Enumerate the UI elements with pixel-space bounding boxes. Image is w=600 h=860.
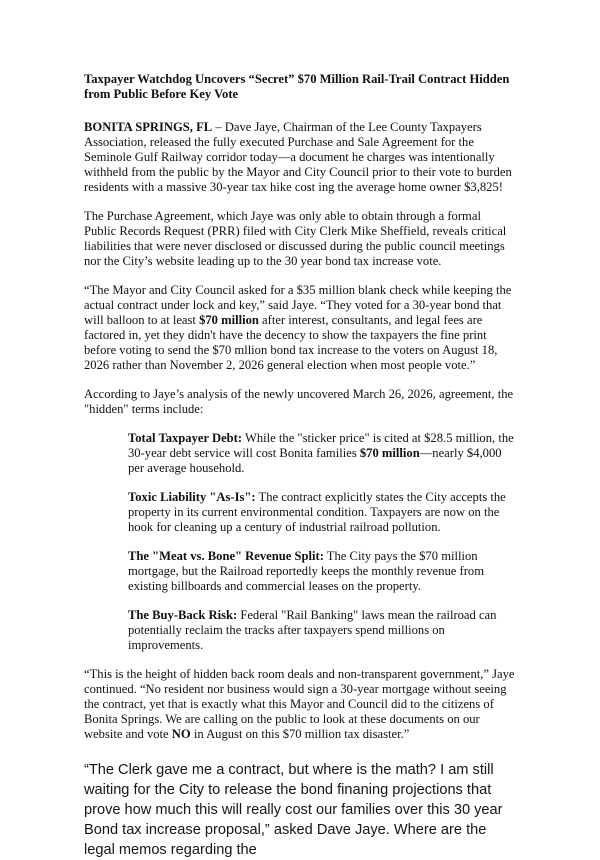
term-text: Federal "Rail Banking" laws mean the railroad can potentially reclaim the tracks after taxpayers spend millions on improvements. [128, 608, 497, 652]
dateline: BONITA SPRINGS, FL [84, 120, 213, 134]
term-title: The "Meat vs. Bone" Revenue Split: [128, 549, 324, 563]
paragraph-analysis-intro: According to Jaye’s analysis of the newly uncovered March 26, 2026, agreement, the "hidden" terms include: [84, 387, 514, 416]
term-text: The City pays the $70 million mortgage, but the Railroad reportedly keeps the monthly revenue from existing billboards and commercial leases on the property. [128, 549, 485, 593]
term-text: While the "sticker price" is cited at $28.5 million, the 30-year debt service will cost Bonita families [128, 431, 514, 460]
paragraph-dateline [84, 120, 516, 195]
quote-emphasis: $70 million [199, 313, 259, 327]
term-item [128, 549, 516, 594]
term-text-cont: —nearly $4,000 per average household. [128, 446, 502, 475]
quote-text: “The Mayor and City Council asked for a $35 million blank check while keeping the actual contract under lock and key,” said Jaye. “They voted for a 30-year bond that will balloon to at least [84, 283, 512, 327]
paragraph-text: – Dave Jaye, Chairman of the Lee County Taxpayers Association, released the fully executed Purchase and Sale Agreement for the Seminole Gulf Railway corridor today—a document he charges was intentionally withheld from the public by the Mayor and City Council prior to their vote to burden residents with a massive 30-year tax hike cost ing the average home owner $3,825! [84, 120, 512, 194]
term-emphasis: $70 million [359, 446, 420, 460]
term-item [128, 608, 516, 653]
term-title: Total Taxpayer Debt: [128, 431, 243, 445]
hidden-terms-list [128, 431, 516, 653]
term-item [128, 431, 516, 476]
quote-text-cont: in August on this $70 million tax disaster.” [190, 727, 410, 741]
term-item [128, 490, 516, 535]
term-title: Toxic Liability "As-Is": [128, 490, 256, 504]
headline: Taxpayer Watchdog Uncovers “Secret” $70 Million Rail-Trail Contract Hidden from Public Before Key Vote [84, 72, 510, 101]
paragraph-continued-quote [84, 667, 516, 742]
quote-text: “This is the height of hidden back room deals and non-transparent government,” Jaye continued. “No resident nor business would sign a 30-year mortgage without seeing the contract, yet that is exactly what this Mayor and Council did to the citizens of Bonita Springs. We are calling on the public to look at these documents on our website and vote [84, 667, 515, 741]
paragraph-quote [84, 283, 516, 373]
term-text: The contract explicitly states the City accepts the property in its current environmental condition. Taxpayers are now on the hook for cleaning up a century of industrial railroad pollution. [128, 490, 506, 534]
paragraph-purchase-agreement: The Purchase Agreement, which Jaye was only able to obtain through a formal Public Records Request (PRR) filed with City Clerk Mike Sheffield, reveals critical liabilities that were never disclosed or discussed during the public council meetings nor the City’s website leading up to the 30 year bond tax increase vote. [84, 209, 507, 268]
quote-emphasis: NO [171, 727, 191, 741]
quote-text-cont: after interest, consultants, and legal fees are factored in, yet they didn't have the decency to show the taxpayers the fine print before voting to send the $70 mllion bond tax increase to the voters on August 18, 2026 rather than November 2, 2026 general election when most people vote.” [84, 313, 498, 372]
paragraph-clerk-quote: “The Clerk gave me a contract, but where is the math? I am still waiting for the City to release the bond finaning projections that prove how much this will really cost our families over this 30 year Bond tax increase proposal,” asked Dave Jaye. Where are the legal memos regarding the [84, 762, 503, 858]
term-title: The Buy-Back Risk: [128, 608, 238, 622]
